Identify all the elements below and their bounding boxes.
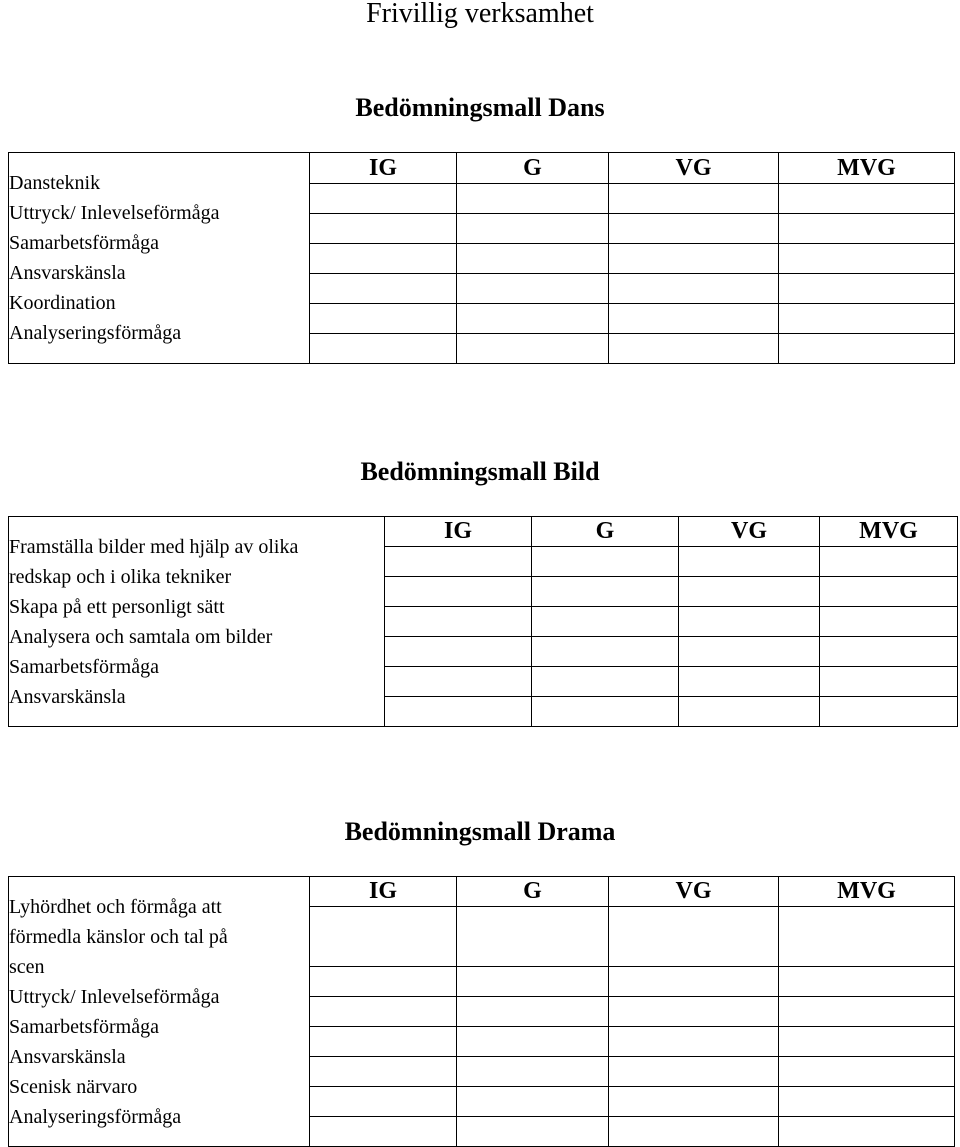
criteria-list-bild bbox=[9, 517, 385, 727]
grade-cell[interactable] bbox=[457, 304, 609, 334]
grade-cell[interactable] bbox=[532, 577, 679, 607]
criterion: Ansvarskänsla bbox=[9, 1045, 126, 1068]
grade-header-g: G bbox=[457, 877, 609, 907]
grade-header-vg: VG bbox=[679, 517, 820, 547]
grade-cell[interactable] bbox=[609, 334, 779, 364]
section-heading-bild: Bedömningsmall Bild bbox=[360, 457, 600, 486]
grade-cell[interactable] bbox=[532, 637, 679, 667]
grade-header-ig: IG bbox=[385, 517, 532, 547]
grade-cell[interactable] bbox=[532, 667, 679, 697]
grade-cell[interactable] bbox=[779, 244, 955, 274]
criterion: Samarbetsförmåga bbox=[9, 1015, 159, 1038]
grade-cell[interactable] bbox=[310, 1027, 457, 1057]
criterion: Lyhördhet och förmåga att bbox=[9, 895, 222, 918]
grade-cell[interactable] bbox=[609, 967, 779, 997]
criterion: Samarbetsförmåga bbox=[9, 655, 159, 678]
criterion: Uttryck/ Inlevelseförmåga bbox=[9, 202, 220, 224]
grade-header-ig: IG bbox=[310, 153, 457, 184]
grade-cell[interactable] bbox=[820, 697, 958, 727]
criterion: redskap och i olika tekniker bbox=[9, 565, 232, 588]
grade-cell[interactable] bbox=[385, 667, 532, 697]
grade-cell[interactable] bbox=[609, 184, 779, 214]
grade-cell[interactable] bbox=[385, 547, 532, 577]
grade-cell[interactable] bbox=[310, 184, 457, 214]
grade-cell[interactable] bbox=[679, 547, 820, 577]
grade-cell[interactable] bbox=[609, 997, 779, 1027]
grade-cell[interactable] bbox=[310, 1117, 457, 1147]
criteria-list-drama bbox=[9, 877, 310, 1147]
grade-cell[interactable] bbox=[679, 577, 820, 607]
grade-cell[interactable] bbox=[457, 214, 609, 244]
grade-cell[interactable] bbox=[609, 907, 779, 967]
criterion: Framställa bilder med hjälp av olika bbox=[9, 535, 299, 558]
grade-header-mvg: MVG bbox=[779, 153, 955, 184]
grade-cell[interactable] bbox=[457, 274, 609, 304]
grade-cell[interactable] bbox=[609, 274, 779, 304]
grade-header-g: G bbox=[532, 517, 679, 547]
grade-cell[interactable] bbox=[779, 214, 955, 244]
grade-cell[interactable] bbox=[820, 667, 958, 697]
grade-cell[interactable] bbox=[779, 274, 955, 304]
grade-header-g: G bbox=[457, 153, 609, 184]
grade-cell[interactable] bbox=[609, 1117, 779, 1147]
grade-header-mvg: MVG bbox=[779, 877, 955, 907]
grade-header-vg: VG bbox=[609, 877, 779, 907]
grade-cell[interactable] bbox=[310, 304, 457, 334]
grade-cell[interactable] bbox=[779, 967, 955, 997]
grade-cell[interactable] bbox=[779, 1117, 955, 1147]
grade-cell[interactable] bbox=[779, 1027, 955, 1057]
grade-cell[interactable] bbox=[679, 607, 820, 637]
grade-header-ig: IG bbox=[310, 877, 457, 907]
grade-cell[interactable] bbox=[779, 304, 955, 334]
grade-cell[interactable] bbox=[820, 637, 958, 667]
grade-header-mvg: MVG bbox=[820, 517, 958, 547]
grade-cell[interactable] bbox=[457, 907, 609, 967]
grade-cell[interactable] bbox=[609, 1027, 779, 1057]
criterion: Analyseringsförmåga bbox=[9, 1105, 182, 1128]
grade-cell[interactable] bbox=[385, 637, 532, 667]
grade-cell[interactable] bbox=[609, 214, 779, 244]
criterion: Dansteknik bbox=[9, 172, 101, 194]
grade-cell[interactable] bbox=[779, 184, 955, 214]
grade-cell[interactable] bbox=[310, 1087, 457, 1117]
criteria-list-dans bbox=[9, 153, 310, 364]
grade-cell[interactable] bbox=[820, 577, 958, 607]
grade-cell[interactable] bbox=[609, 244, 779, 274]
grade-cell[interactable] bbox=[457, 1027, 609, 1057]
grade-cell[interactable] bbox=[532, 697, 679, 727]
grade-cell[interactable] bbox=[779, 334, 955, 364]
grade-cell[interactable] bbox=[457, 1087, 609, 1117]
grade-cell[interactable] bbox=[310, 1057, 457, 1087]
grade-cell[interactable] bbox=[779, 907, 955, 967]
grade-cell[interactable] bbox=[457, 244, 609, 274]
page-title: Frivillig verksamhet bbox=[366, 0, 594, 29]
criterion: Ansvarskänsla bbox=[9, 685, 126, 708]
grade-cell[interactable] bbox=[310, 214, 457, 244]
grade-cell[interactable] bbox=[779, 1057, 955, 1087]
section-heading-drama: Bedömningsmall Drama bbox=[344, 817, 616, 846]
grade-cell[interactable] bbox=[310, 967, 457, 997]
assessment-table-bild bbox=[8, 516, 958, 727]
grade-cell[interactable] bbox=[457, 997, 609, 1027]
grade-cell[interactable] bbox=[310, 334, 457, 364]
criterion: Uttryck/ Inlevelseförmåga bbox=[9, 985, 220, 1008]
grade-cell[interactable] bbox=[532, 607, 679, 637]
grade-cell[interactable] bbox=[779, 1087, 955, 1117]
grade-cell[interactable] bbox=[385, 697, 532, 727]
grade-cell[interactable] bbox=[310, 244, 457, 274]
criterion: Analyseringsförmåga bbox=[9, 322, 182, 344]
criterion: Ansvarskänsla bbox=[9, 262, 126, 284]
grade-cell[interactable] bbox=[820, 547, 958, 577]
grade-cell[interactable] bbox=[679, 637, 820, 667]
grade-cell[interactable] bbox=[609, 1057, 779, 1087]
section-heading-dans: Bedömningsmall Dans bbox=[355, 93, 605, 122]
grade-cell[interactable] bbox=[532, 547, 679, 577]
assessment-table-dans bbox=[8, 152, 955, 364]
grade-cell[interactable] bbox=[310, 274, 457, 304]
grade-cell[interactable] bbox=[457, 1117, 609, 1147]
grade-cell[interactable] bbox=[609, 1087, 779, 1117]
grade-cell[interactable] bbox=[457, 334, 609, 364]
criterion: förmedla känslor och tal på bbox=[9, 925, 228, 948]
grade-cell[interactable] bbox=[310, 997, 457, 1027]
grade-cell[interactable] bbox=[820, 607, 958, 637]
grade-cell[interactable] bbox=[679, 667, 820, 697]
grade-header-vg: VG bbox=[609, 153, 779, 184]
grade-cell[interactable] bbox=[385, 577, 532, 607]
criterion: Koordination bbox=[9, 292, 116, 314]
criterion: Analysera och samtala om bilder bbox=[9, 625, 273, 648]
grade-cell[interactable] bbox=[457, 1057, 609, 1087]
grade-cell[interactable] bbox=[385, 607, 532, 637]
grade-cell[interactable] bbox=[609, 304, 779, 334]
grade-cell[interactable] bbox=[779, 997, 955, 1027]
criterion: Skapa på ett personligt sätt bbox=[9, 595, 225, 618]
grade-cell[interactable] bbox=[310, 907, 457, 967]
assessment-table-drama bbox=[8, 876, 955, 1147]
criterion: Scenisk närvaro bbox=[9, 1075, 138, 1098]
grade-cell[interactable] bbox=[679, 697, 820, 727]
criterion: Samarbetsförmåga bbox=[9, 232, 159, 254]
criterion: scen bbox=[9, 955, 45, 978]
grade-cell[interactable] bbox=[457, 184, 609, 214]
grade-cell[interactable] bbox=[457, 967, 609, 997]
